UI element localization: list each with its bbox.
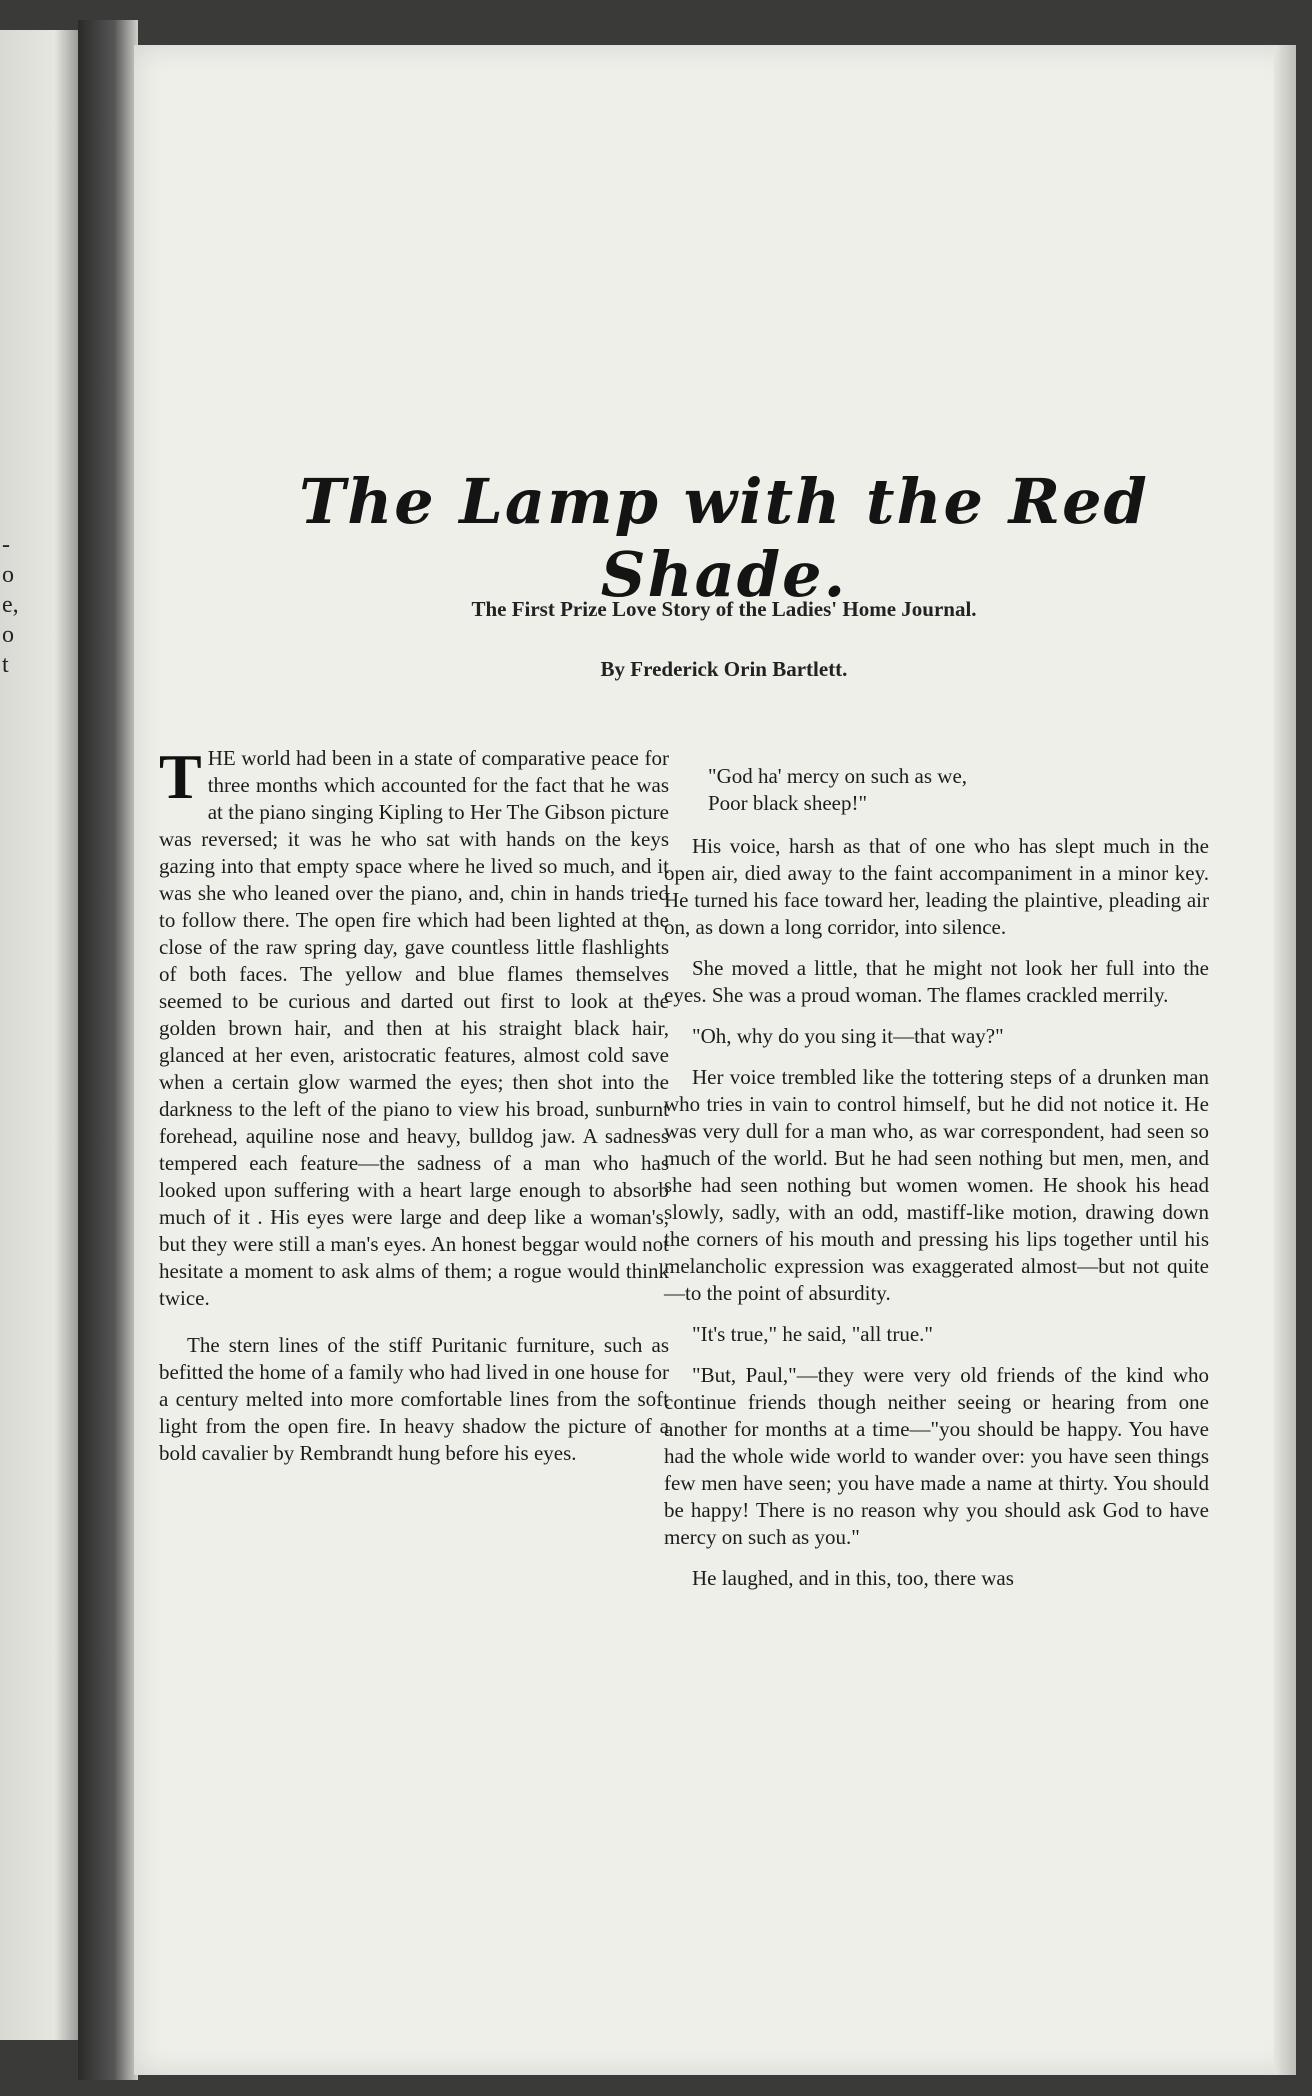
page-edge	[1274, 45, 1296, 2075]
right-paragraph-6: "But, Paul,"—they were very old friends of the kind who continue friends though neither seeing or hearing from one another for months at a time—"you should be happy. You have had the whole wide world to wander over: you have seen things few men have seen; you have made a name at thirty. You should be happy! There is no reason why you should ask God to have mercy on such as you."	[664, 1363, 1209, 1549]
right-paragraph-4: Her voice trembled like the tottering steps of a drunken man who tries in vain to control himself, but he did not notice it. He was very dull for a man who, as war correspondent, had seen so much of the world. But he had seen nothing but men, men, and she had seen nothing but women women. He shook his head slowly, sadly, with an odd, mastiff-like motion, drawing down the corners of his mouth and pressing his lips together until his melancholic expression was exaggerated almost—but not quite—to the point of absurdity.	[664, 1065, 1209, 1305]
left-page-fragment: o	[2, 562, 14, 588]
right-paragraph-2: She moved a little, that he might not look her full into the eyes. She was a proud woman. The flames crackled merrily.	[664, 956, 1209, 1007]
right-paragraph-5: "It's true," he said, "all true."	[692, 1322, 934, 1346]
left-column	[159, 741, 669, 1481]
story-subtitle: The First Prize Love Story of the Ladies' Home Journal.	[471, 597, 977, 621]
right-paragraph-3: "Oh, why do you sing it—that way?"	[692, 1024, 1004, 1048]
story-title: The Lamp with the Red Shade.	[299, 465, 1149, 611]
left-page-fragment: o	[2, 622, 14, 648]
left-page-fragment: t	[2, 652, 9, 678]
verse-block	[664, 763, 1209, 817]
drop-cap: T	[159, 741, 202, 812]
left-page-fragment: -	[2, 532, 10, 558]
left-paragraph-1	[159, 741, 669, 1312]
author-byline: By Frederick Orin Bartlett.	[600, 657, 848, 681]
left-paragraph-1-text: HE world had been in a state of comparative peace for three months which accounted for the fact that he was at the piano singing Kipling to Her The Gibson picture was reversed; it was he who sat with hands on the keys gazing into that empty space where he lived so much, and it was she who leaned over the piano, and, chin in hands tried to follow there. The open fire which had been lighted at the close of the raw spring day, gave countless little flashlights of both faces. The yellow and blue flames themselves seemed to be curious and darted out first to look at the golden brown hair, and then at his straight black hair, glanced at her even, aristocratic features, almost cold save when a certain glow warmed the eyes; then shot into the darkness to the left of the piano to view his broad, sunburnt forehead, aquiline nose and heavy, bulldog jaw. A sadness tempered each feature—the sadness of a man who has looked upon suffering with a heart large enough to absorb much of it . His eyes were large and deep like a woman's, but they were still a man's eyes. An honest beggar would not hesitate a moment to ask alms of them; a rogue would think twice.	[159, 746, 669, 1310]
right-paragraph-7: He laughed, and in this, too, there was	[692, 1566, 1014, 1590]
document-page	[134, 45, 1296, 2075]
adjacent-page-strip	[0, 30, 78, 2040]
right-column	[664, 763, 1209, 1606]
left-page-fragment: e,	[2, 592, 19, 618]
left-paragraph-2: The stern lines of the stiff Puritanic furniture, such as befitted the home of a family who had lived in one house for a century melted into more comfortable lines from the soft light from the open fire. In heavy shadow the picture of a bold cavalier by Rembrandt hung before his eyes.	[159, 1333, 669, 1465]
right-paragraph-1: His voice, harsh as that of one who has slept much in the open air, died away to the faint accompaniment in a minor key. He turned his face toward her, leading the plaintive, pleading air on, as down a long corridor, into silence.	[664, 834, 1209, 939]
verse-line: Poor black sheep!"	[708, 791, 868, 815]
book-gutter	[78, 20, 138, 2080]
verse-line: "God ha' mercy on such as we,	[708, 764, 968, 788]
